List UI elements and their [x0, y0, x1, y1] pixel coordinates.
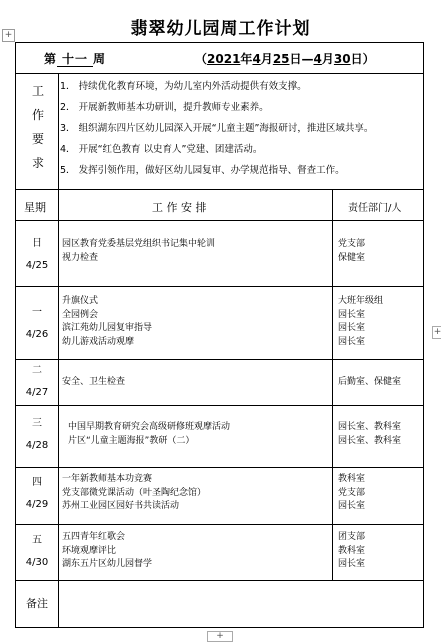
day-sunday: 日 4/25 [25, 238, 49, 271]
week-value: 十一 [57, 52, 93, 67]
depts-thursday: 教科室 党支部 园长室 [338, 474, 366, 511]
date-range: （2021年4月25日—4月30日） [195, 52, 375, 66]
week-label-prefix: 第 [44, 52, 58, 66]
day-monday: 一 4/26 [25, 307, 49, 340]
day-tuesday: 二 4/27 [25, 365, 49, 398]
depts-wednesday: 园长室、教科室 园长室、教科室 [338, 422, 402, 446]
tasks-monday: 升旗仪式 全园例会 滨江苑幼儿园复审指导 幼儿游戏活动观摩 [62, 296, 153, 347]
tasks-thursday: 一年新教师基本功竞赛 党支部微党课活动（叶圣陶纪念馆） 苏州工业园区园好书共读活动 [62, 474, 207, 511]
header-dept: 责任部门/人 [348, 203, 402, 214]
requirements-label: 工 作 要 求 [31, 84, 44, 170]
day-wednesday: 三 4/28 [25, 418, 49, 451]
depts-tuesday: 后勤室、保健室 [338, 377, 402, 387]
add-row-icon[interactable]: + [207, 631, 233, 642]
year-value: 2021 [207, 52, 241, 66]
week-label-suffix: 周 [93, 52, 107, 66]
notes-label: 备注 [26, 597, 48, 610]
header-work: 工 作 安 排 [152, 201, 207, 214]
tasks-sunday: 园区教育党委基层党组织书记集中轮训 视力检查 [62, 239, 216, 263]
plan-table [15, 42, 424, 628]
depts-monday: 大班年级组 园长室 园长室 园长室 [338, 296, 384, 347]
requirement-item: 4． 开展“红色教育 以史育人”党建、团建活动。 [60, 144, 263, 155]
day-friday: 五 4/30 [25, 535, 49, 568]
tasks-friday: 五四青年红歌会 环境观摩评比 湖东五片区幼儿园督学 [62, 532, 153, 569]
add-column-icon[interactable]: + [433, 327, 441, 337]
week-number [44, 50, 106, 67]
table-move-handle[interactable]: + [2, 29, 15, 42]
tasks-tuesday: 安全、卫生检查 [62, 377, 126, 387]
requirement-item: 2． 开展新教师基本功研训，提升教师专业素养。 [60, 102, 269, 113]
depts-sunday: 党支部 保健室 [338, 239, 366, 263]
end-day: 30 [333, 52, 351, 66]
tasks-wednesday: 中国早期教育研究会高级研修班观摩活动 片区“儿童主题海报”教研（二） [68, 422, 231, 446]
week-row [16, 43, 423, 74]
start-day: 25 [272, 52, 290, 66]
day-thursday: 四 4/29 [25, 477, 49, 510]
page-title: 翡翠幼儿园周工作计划 [130, 19, 311, 39]
requirement-item: 3． 组织湖东四片区幼儿园深入开展“儿童主题”海报研讨，推进区域共享。 [60, 123, 374, 134]
requirements-list [60, 76, 373, 181]
start-month: 4 [252, 52, 261, 66]
requirement-item: 5． 发挥引领作用，做好区幼儿园复审、办学规范指导、督查工作。 [60, 165, 345, 176]
depts-friday: 团支部 教科室 园长室 [338, 532, 366, 569]
end-month: 4 [313, 52, 322, 66]
requirement-item: 1． 持续优化教育环境，为幼儿室内外活动提供有效支撑。 [60, 81, 307, 92]
header-day: 星期 [24, 201, 46, 214]
